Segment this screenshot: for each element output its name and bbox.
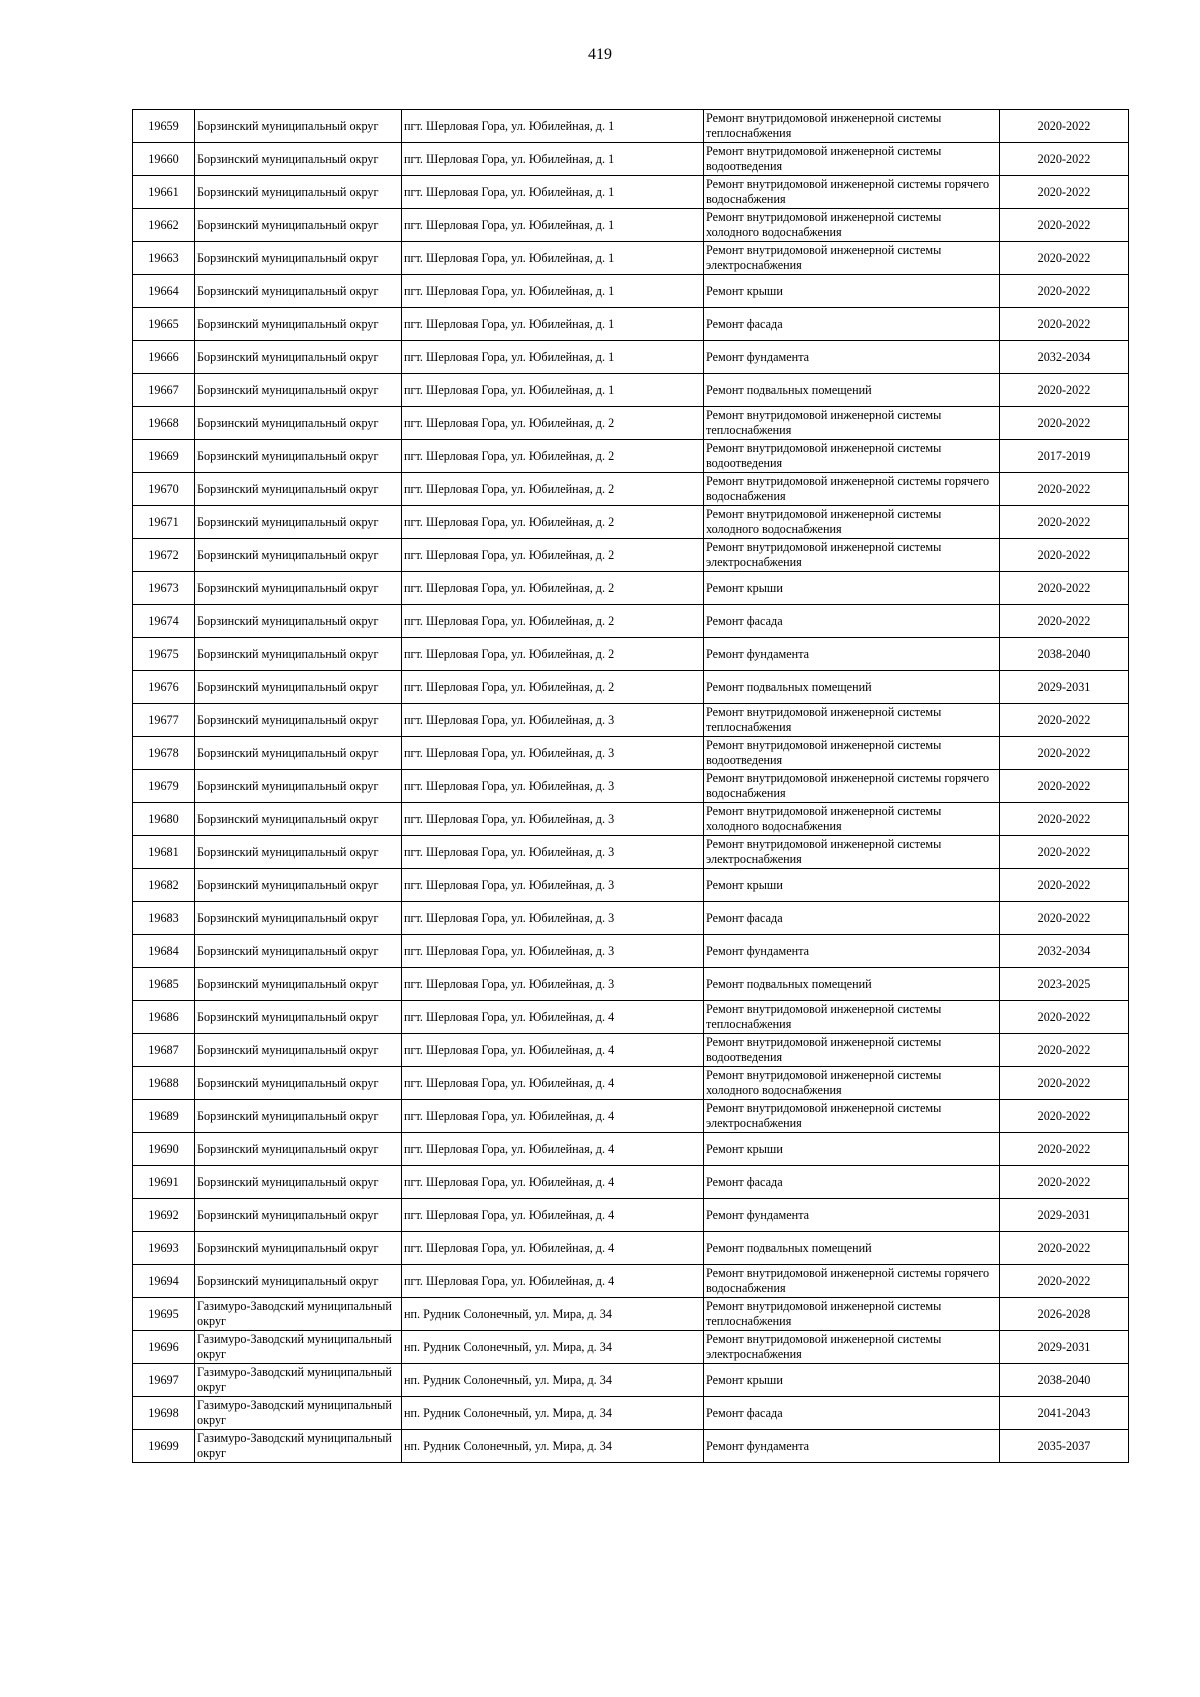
table-row [133, 1430, 1129, 1463]
work-type-cell: Ремонт крыши [704, 1133, 1000, 1166]
row-number-cell: 19689 [133, 1100, 195, 1133]
table-row [133, 968, 1129, 1001]
period-cell: 2038-2040 [1000, 1364, 1129, 1397]
period-cell: 2029-2031 [1000, 1331, 1129, 1364]
work-type-cell: Ремонт внутридомовой инженерной системы электроснабжения [704, 1331, 1000, 1364]
address-cell: нп. Рудник Солонечный, ул. Мира, д. 34 [402, 1397, 704, 1430]
municipality-cell: Борзинский муниципальный округ [195, 1034, 402, 1067]
work-type-cell: Ремонт внутридомовой инженерной системы теплоснабжения [704, 407, 1000, 440]
table-row [133, 1331, 1129, 1364]
table-row [133, 506, 1129, 539]
municipality-cell: Борзинский муниципальный округ [195, 1133, 402, 1166]
work-type-cell: Ремонт крыши [704, 572, 1000, 605]
work-type-cell: Ремонт фасада [704, 605, 1000, 638]
municipality-cell: Борзинский муниципальный округ [195, 1265, 402, 1298]
address-cell: пгт. Шерловая Гора, ул. Юбилейная, д. 3 [402, 902, 704, 935]
table-row [133, 605, 1129, 638]
municipality-cell: Борзинский муниципальный округ [195, 308, 402, 341]
period-cell: 2020-2022 [1000, 374, 1129, 407]
row-number-cell: 19672 [133, 539, 195, 572]
period-cell: 2020-2022 [1000, 1034, 1129, 1067]
work-type-cell: Ремонт внутридомовой инженерной системы горячего водоснабжения [704, 176, 1000, 209]
row-number-cell: 19668 [133, 407, 195, 440]
period-cell: 2020-2022 [1000, 539, 1129, 572]
work-type-cell: Ремонт фундамента [704, 638, 1000, 671]
work-type-cell: Ремонт фасада [704, 308, 1000, 341]
address-cell: пгт. Шерловая Гора, ул. Юбилейная, д. 4 [402, 1166, 704, 1199]
row-number-cell: 19687 [133, 1034, 195, 1067]
row-number-cell: 19699 [133, 1430, 195, 1463]
period-cell: 2038-2040 [1000, 638, 1129, 671]
municipality-cell: Борзинский муниципальный округ [195, 1001, 402, 1034]
work-type-cell: Ремонт внутридомовой инженерной системы теплоснабжения [704, 1001, 1000, 1034]
address-cell: пгт. Шерловая Гора, ул. Юбилейная, д. 2 [402, 671, 704, 704]
municipality-cell: Газимуро-Заводский муниципальный округ [195, 1298, 402, 1331]
period-cell: 2032-2034 [1000, 341, 1129, 374]
address-cell: пгт. Шерловая Гора, ул. Юбилейная, д. 2 [402, 539, 704, 572]
period-cell: 2020-2022 [1000, 110, 1129, 143]
address-cell: пгт. Шерловая Гора, ул. Юбилейная, д. 3 [402, 869, 704, 902]
address-cell: нп. Рудник Солонечный, ул. Мира, д. 34 [402, 1364, 704, 1397]
municipality-cell: Борзинский муниципальный округ [195, 1232, 402, 1265]
row-number-cell: 19693 [133, 1232, 195, 1265]
period-cell: 2020-2022 [1000, 209, 1129, 242]
table-row [133, 1100, 1129, 1133]
row-number-cell: 19675 [133, 638, 195, 671]
table-row [133, 770, 1129, 803]
work-type-cell: Ремонт внутридомовой инженерной системы электроснабжения [704, 836, 1000, 869]
work-type-cell: Ремонт внутридомовой инженерной системы горячего водоснабжения [704, 770, 1000, 803]
municipality-cell: Борзинский муниципальный округ [195, 1100, 402, 1133]
table-row [133, 275, 1129, 308]
period-cell: 2017-2019 [1000, 440, 1129, 473]
municipality-cell: Борзинский муниципальный округ [195, 1067, 402, 1100]
table-row [133, 638, 1129, 671]
table-row [133, 836, 1129, 869]
table-row [133, 869, 1129, 902]
table-row [133, 1067, 1129, 1100]
work-type-cell: Ремонт внутридомовой инженерной системы горячего водоснабжения [704, 1265, 1000, 1298]
address-cell: пгт. Шерловая Гора, ул. Юбилейная, д. 1 [402, 209, 704, 242]
municipality-cell: Газимуро-Заводский муниципальный округ [195, 1430, 402, 1463]
row-number-cell: 19660 [133, 143, 195, 176]
table-row [133, 1133, 1129, 1166]
table-row [133, 209, 1129, 242]
work-type-cell: Ремонт внутридомовой инженерной системы теплоснабжения [704, 704, 1000, 737]
municipality-cell: Газимуро-Заводский муниципальный округ [195, 1364, 402, 1397]
row-number-cell: 19678 [133, 737, 195, 770]
work-type-cell: Ремонт крыши [704, 1364, 1000, 1397]
address-cell: пгт. Шерловая Гора, ул. Юбилейная, д. 4 [402, 1067, 704, 1100]
work-type-cell: Ремонт подвальных помещений [704, 968, 1000, 1001]
table-row [133, 1166, 1129, 1199]
row-number-cell: 19683 [133, 902, 195, 935]
address-cell: пгт. Шерловая Гора, ул. Юбилейная, д. 3 [402, 770, 704, 803]
address-cell: пгт. Шерловая Гора, ул. Юбилейная, д. 4 [402, 1232, 704, 1265]
row-number-cell: 19673 [133, 572, 195, 605]
period-cell: 2020-2022 [1000, 902, 1129, 935]
table-row [133, 737, 1129, 770]
work-type-cell: Ремонт внутридомовой инженерной системы холодного водоснабжения [704, 1067, 1000, 1100]
address-cell: пгт. Шерловая Гора, ул. Юбилейная, д. 4 [402, 1133, 704, 1166]
row-number-cell: 19669 [133, 440, 195, 473]
municipality-cell: Борзинский муниципальный округ [195, 671, 402, 704]
address-cell: нп. Рудник Солонечный, ул. Мира, д. 34 [402, 1298, 704, 1331]
municipality-cell: Борзинский муниципальный округ [195, 968, 402, 1001]
address-cell: нп. Рудник Солонечный, ул. Мира, д. 34 [402, 1430, 704, 1463]
table-row [133, 803, 1129, 836]
row-number-cell: 19667 [133, 374, 195, 407]
municipality-cell: Борзинский муниципальный округ [195, 935, 402, 968]
period-cell: 2029-2031 [1000, 671, 1129, 704]
work-type-cell: Ремонт фасада [704, 1166, 1000, 1199]
municipality-cell: Борзинский муниципальный округ [195, 869, 402, 902]
period-cell: 2020-2022 [1000, 1232, 1129, 1265]
work-type-cell: Ремонт фасада [704, 1397, 1000, 1430]
address-cell: пгт. Шерловая Гора, ул. Юбилейная, д. 2 [402, 473, 704, 506]
period-cell: 2035-2037 [1000, 1430, 1129, 1463]
period-cell: 2020-2022 [1000, 1166, 1129, 1199]
address-cell: пгт. Шерловая Гора, ул. Юбилейная, д. 2 [402, 638, 704, 671]
period-cell: 2020-2022 [1000, 704, 1129, 737]
address-cell: пгт. Шерловая Гора, ул. Юбилейная, д. 1 [402, 143, 704, 176]
address-cell: пгт. Шерловая Гора, ул. Юбилейная, д. 4 [402, 1100, 704, 1133]
municipality-cell: Борзинский муниципальный округ [195, 143, 402, 176]
period-cell: 2023-2025 [1000, 968, 1129, 1001]
table-row [133, 374, 1129, 407]
address-cell: пгт. Шерловая Гора, ул. Юбилейная, д. 3 [402, 803, 704, 836]
row-number-cell: 19662 [133, 209, 195, 242]
period-cell: 2032-2034 [1000, 935, 1129, 968]
registry-table [132, 109, 1129, 1463]
work-type-cell: Ремонт внутридомовой инженерной системы теплоснабжения [704, 1298, 1000, 1331]
row-number-cell: 19686 [133, 1001, 195, 1034]
address-cell: пгт. Шерловая Гора, ул. Юбилейная, д. 1 [402, 308, 704, 341]
table-row [133, 704, 1129, 737]
table-row [133, 935, 1129, 968]
work-type-cell: Ремонт внутридомовой инженерной системы электроснабжения [704, 539, 1000, 572]
period-cell: 2020-2022 [1000, 869, 1129, 902]
address-cell: пгт. Шерловая Гора, ул. Юбилейная, д. 2 [402, 605, 704, 638]
work-type-cell: Ремонт внутридомовой инженерной системы водоотведения [704, 737, 1000, 770]
address-cell: пгт. Шерловая Гора, ул. Юбилейная, д. 4 [402, 1265, 704, 1298]
work-type-cell: Ремонт фундамента [704, 935, 1000, 968]
row-number-cell: 19681 [133, 836, 195, 869]
address-cell: пгт. Шерловая Гора, ул. Юбилейная, д. 2 [402, 572, 704, 605]
work-type-cell: Ремонт фундамента [704, 1199, 1000, 1232]
period-cell: 2020-2022 [1000, 1001, 1129, 1034]
row-number-cell: 19688 [133, 1067, 195, 1100]
municipality-cell: Борзинский муниципальный округ [195, 209, 402, 242]
table-row [133, 1364, 1129, 1397]
row-number-cell: 19695 [133, 1298, 195, 1331]
table-row [133, 539, 1129, 572]
work-type-cell: Ремонт внутридомовой инженерной системы теплоснабжения [704, 110, 1000, 143]
work-type-cell: Ремонт фундамента [704, 1430, 1000, 1463]
municipality-cell: Борзинский муниципальный округ [195, 473, 402, 506]
work-type-cell: Ремонт внутридомовой инженерной системы водоотведения [704, 143, 1000, 176]
work-type-cell: Ремонт внутридомовой инженерной системы электроснабжения [704, 1100, 1000, 1133]
address-cell: пгт. Шерловая Гора, ул. Юбилейная, д. 3 [402, 968, 704, 1001]
period-cell: 2020-2022 [1000, 407, 1129, 440]
row-number-cell: 19659 [133, 110, 195, 143]
address-cell: пгт. Шерловая Гора, ул. Юбилейная, д. 1 [402, 242, 704, 275]
row-number-cell: 19680 [133, 803, 195, 836]
row-number-cell: 19679 [133, 770, 195, 803]
address-cell: пгт. Шерловая Гора, ул. Юбилейная, д. 3 [402, 704, 704, 737]
municipality-cell: Борзинский муниципальный округ [195, 902, 402, 935]
row-number-cell: 19696 [133, 1331, 195, 1364]
municipality-cell: Борзинский муниципальный округ [195, 374, 402, 407]
table-row [133, 440, 1129, 473]
municipality-cell: Борзинский муниципальный округ [195, 539, 402, 572]
period-cell: 2020-2022 [1000, 275, 1129, 308]
work-type-cell: Ремонт внутридомовой инженерной системы электроснабжения [704, 242, 1000, 275]
address-cell: пгт. Шерловая Гора, ул. Юбилейная, д. 3 [402, 836, 704, 869]
work-type-cell: Ремонт подвальных помещений [704, 671, 1000, 704]
address-cell: пгт. Шерловая Гора, ул. Юбилейная, д. 1 [402, 275, 704, 308]
address-cell: пгт. Шерловая Гора, ул. Юбилейная, д. 4 [402, 1034, 704, 1067]
work-type-cell: Ремонт внутридомовой инженерной системы водоотведения [704, 440, 1000, 473]
municipality-cell: Борзинский муниципальный округ [195, 737, 402, 770]
period-cell: 2029-2031 [1000, 1199, 1129, 1232]
table-row [133, 1397, 1129, 1430]
work-type-cell: Ремонт крыши [704, 869, 1000, 902]
period-cell: 2020-2022 [1000, 473, 1129, 506]
address-cell: пгт. Шерловая Гора, ул. Юбилейная, д. 3 [402, 935, 704, 968]
table-row [133, 110, 1129, 143]
table-row [133, 242, 1129, 275]
table-row [133, 1034, 1129, 1067]
work-type-cell: Ремонт внутридомовой инженерной системы горячего водоснабжения [704, 473, 1000, 506]
municipality-cell: Борзинский муниципальный округ [195, 572, 402, 605]
period-cell: 2020-2022 [1000, 242, 1129, 275]
work-type-cell: Ремонт внутридомовой инженерной системы холодного водоснабжения [704, 803, 1000, 836]
table-row [133, 1001, 1129, 1034]
table-row [133, 1199, 1129, 1232]
table-row [133, 407, 1129, 440]
municipality-cell: Борзинский муниципальный округ [195, 836, 402, 869]
table-row [133, 671, 1129, 704]
municipality-cell: Борзинский муниципальный округ [195, 275, 402, 308]
table-row [133, 143, 1129, 176]
table-row [133, 1232, 1129, 1265]
work-type-cell: Ремонт подвальных помещений [704, 374, 1000, 407]
address-cell: нп. Рудник Солонечный, ул. Мира, д. 34 [402, 1331, 704, 1364]
period-cell: 2020-2022 [1000, 506, 1129, 539]
municipality-cell: Борзинский муниципальный округ [195, 638, 402, 671]
period-cell: 2020-2022 [1000, 770, 1129, 803]
row-number-cell: 19698 [133, 1397, 195, 1430]
address-cell: пгт. Шерловая Гора, ул. Юбилейная, д. 1 [402, 374, 704, 407]
work-type-cell: Ремонт внутридомовой инженерной системы водоотведения [704, 1034, 1000, 1067]
municipality-cell: Борзинский муниципальный округ [195, 506, 402, 539]
address-cell: пгт. Шерловая Гора, ул. Юбилейная, д. 4 [402, 1001, 704, 1034]
municipality-cell: Борзинский муниципальный округ [195, 341, 402, 374]
work-type-cell: Ремонт фасада [704, 902, 1000, 935]
registry-table-body [133, 110, 1129, 1463]
row-number-cell: 19663 [133, 242, 195, 275]
row-number-cell: 19671 [133, 506, 195, 539]
address-cell: пгт. Шерловая Гора, ул. Юбилейная, д. 2 [402, 506, 704, 539]
period-cell: 2020-2022 [1000, 143, 1129, 176]
table-row [133, 1265, 1129, 1298]
table-row [133, 176, 1129, 209]
municipality-cell: Борзинский муниципальный округ [195, 1199, 402, 1232]
row-number-cell: 19691 [133, 1166, 195, 1199]
period-cell: 2020-2022 [1000, 605, 1129, 638]
address-cell: пгт. Шерловая Гора, ул. Юбилейная, д. 4 [402, 1199, 704, 1232]
period-cell: 2020-2022 [1000, 308, 1129, 341]
row-number-cell: 19685 [133, 968, 195, 1001]
row-number-cell: 19674 [133, 605, 195, 638]
period-cell: 2020-2022 [1000, 803, 1129, 836]
period-cell: 2020-2022 [1000, 1133, 1129, 1166]
row-number-cell: 19670 [133, 473, 195, 506]
period-cell: 2020-2022 [1000, 572, 1129, 605]
municipality-cell: Борзинский муниципальный округ [195, 803, 402, 836]
row-number-cell: 19697 [133, 1364, 195, 1397]
municipality-cell: Борзинский муниципальный округ [195, 407, 402, 440]
row-number-cell: 19664 [133, 275, 195, 308]
work-type-cell: Ремонт фундамента [704, 341, 1000, 374]
row-number-cell: 19677 [133, 704, 195, 737]
address-cell: пгт. Шерловая Гора, ул. Юбилейная, д. 1 [402, 176, 704, 209]
row-number-cell: 19682 [133, 869, 195, 902]
municipality-cell: Газимуро-Заводский муниципальный округ [195, 1331, 402, 1364]
table-row [133, 341, 1129, 374]
municipality-cell: Газимуро-Заводский муниципальный округ [195, 1397, 402, 1430]
table-row [133, 572, 1129, 605]
municipality-cell: Борзинский муниципальный округ [195, 440, 402, 473]
period-cell: 2026-2028 [1000, 1298, 1129, 1331]
municipality-cell: Борзинский муниципальный округ [195, 176, 402, 209]
page-number: 419 [588, 46, 612, 63]
table-row [133, 1298, 1129, 1331]
table-row [133, 308, 1129, 341]
table-row [133, 473, 1129, 506]
row-number-cell: 19661 [133, 176, 195, 209]
table-row [133, 902, 1129, 935]
period-cell: 2020-2022 [1000, 1265, 1129, 1298]
row-number-cell: 19692 [133, 1199, 195, 1232]
address-cell: пгт. Шерловая Гора, ул. Юбилейная, д. 2 [402, 440, 704, 473]
period-cell: 2020-2022 [1000, 176, 1129, 209]
period-cell: 2020-2022 [1000, 737, 1129, 770]
address-cell: пгт. Шерловая Гора, ул. Юбилейная, д. 1 [402, 110, 704, 143]
address-cell: пгт. Шерловая Гора, ул. Юбилейная, д. 1 [402, 341, 704, 374]
municipality-cell: Борзинский муниципальный округ [195, 242, 402, 275]
work-type-cell: Ремонт крыши [704, 275, 1000, 308]
municipality-cell: Борзинский муниципальный округ [195, 770, 402, 803]
address-cell: пгт. Шерловая Гора, ул. Юбилейная, д. 2 [402, 407, 704, 440]
period-cell: 2020-2022 [1000, 1067, 1129, 1100]
row-number-cell: 19665 [133, 308, 195, 341]
municipality-cell: Борзинский муниципальный округ [195, 110, 402, 143]
work-type-cell: Ремонт подвальных помещений [704, 1232, 1000, 1265]
period-cell: 2041-2043 [1000, 1397, 1129, 1430]
municipality-cell: Борзинский муниципальный округ [195, 605, 402, 638]
row-number-cell: 19666 [133, 341, 195, 374]
address-cell: пгт. Шерловая Гора, ул. Юбилейная, д. 3 [402, 737, 704, 770]
municipality-cell: Борзинский муниципальный округ [195, 704, 402, 737]
period-cell: 2020-2022 [1000, 836, 1129, 869]
municipality-cell: Борзинский муниципальный округ [195, 1166, 402, 1199]
work-type-cell: Ремонт внутридомовой инженерной системы холодного водоснабжения [704, 209, 1000, 242]
row-number-cell: 19676 [133, 671, 195, 704]
work-type-cell: Ремонт внутридомовой инженерной системы холодного водоснабжения [704, 506, 1000, 539]
row-number-cell: 19690 [133, 1133, 195, 1166]
row-number-cell: 19684 [133, 935, 195, 968]
row-number-cell: 19694 [133, 1265, 195, 1298]
period-cell: 2020-2022 [1000, 1100, 1129, 1133]
